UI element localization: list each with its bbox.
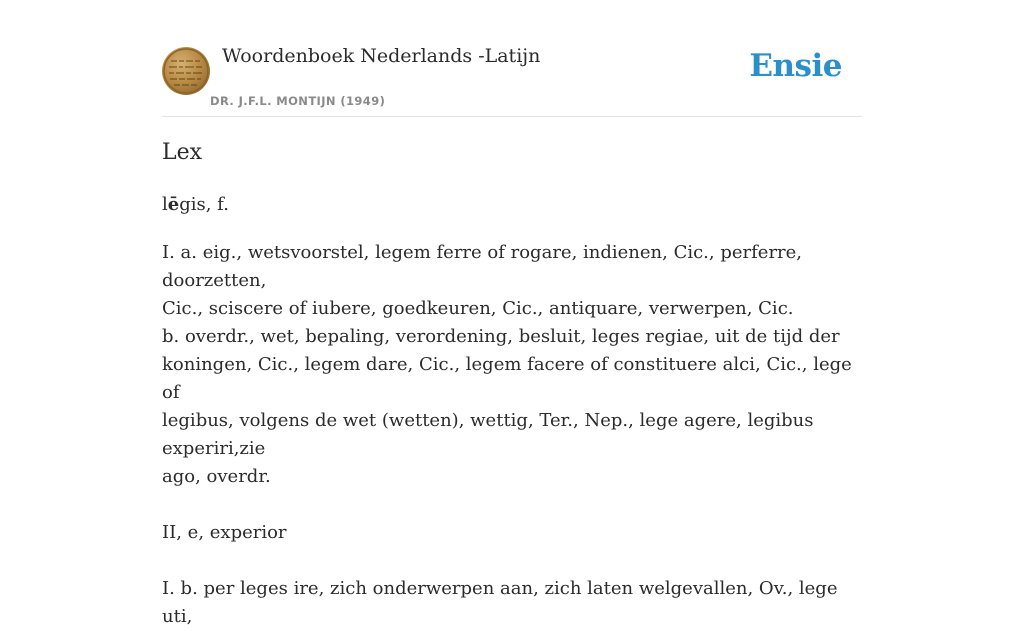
header <box>162 0 862 117</box>
brand-logo[interactable]: Ensie <box>749 48 842 84</box>
definition-line: ago, overdr. <box>162 466 271 487</box>
page <box>162 0 862 627</box>
coin-logo-icon[interactable] <box>162 47 210 95</box>
entry-definition <box>162 239 862 631</box>
definition-line: II, e, experior <box>162 522 287 543</box>
definition-line: b. overdr., wet, bepaling, verordening, besluit, leges regiae, uit de tijd der <box>162 326 840 347</box>
grammar-prefix: l <box>162 194 168 215</box>
book-title[interactable]: Woordenboek Nederlands -Latijn <box>222 45 541 67</box>
author-credit: DR. J.F.L. MONTIJN (1949) <box>210 94 386 108</box>
entry-title: Lex <box>162 140 203 165</box>
definition-line: legibus, volgens de wet (wetten), wettig, Ter., Nep., lege agere, legibus experiri,zie <box>162 410 814 459</box>
definition-line: I. a. eig., wetsvoorstel, legem ferre of rogare, indienen, Cic., perferre, doorzetten, <box>162 242 803 291</box>
grammar-suffix: gis, f. <box>179 194 229 215</box>
definition-line: Cic., sciscere of iubere, goedkeuren, Cic., antiquare, verwerpen, Cic. <box>162 298 794 319</box>
paragraph-gap <box>162 547 862 575</box>
definition-line: I. b. per leges ire, zich onderwerpen aan, zich laten welgevallen, Ov., lege uti, <box>162 578 838 627</box>
paragraph-gap <box>162 491 862 519</box>
definition-line: koningen, Cic., legem dare, Cic., legem facere of constituere alci, Cic., lege of <box>162 354 852 403</box>
grammar-accent: ē <box>167 194 180 215</box>
entry-grammar <box>162 194 229 215</box>
